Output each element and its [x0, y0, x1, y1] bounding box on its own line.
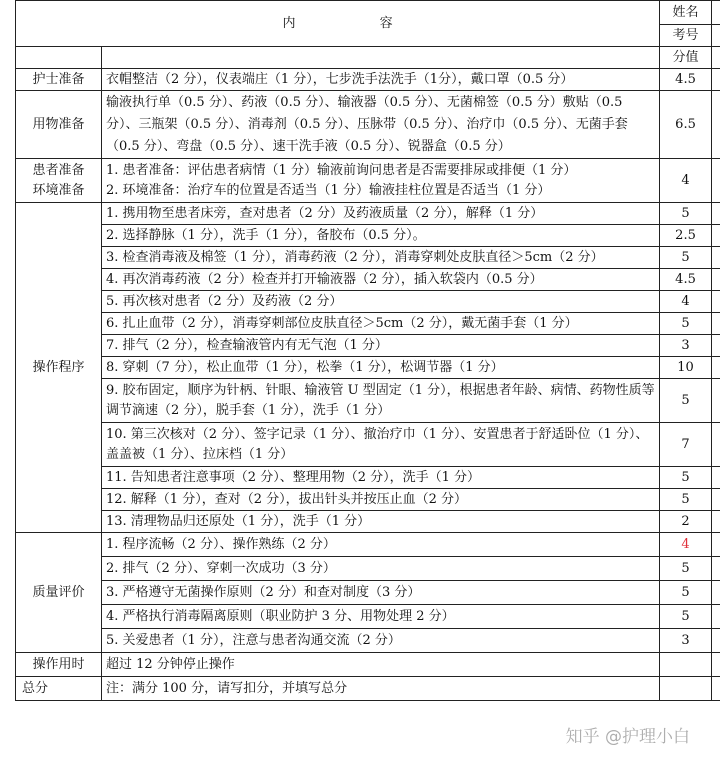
row-content: 注：满分 100 分，请写扣分，并填写总分: [102, 677, 660, 701]
table-row: [16, 581, 720, 605]
blank-cell: [712, 467, 720, 489]
step-content: 1. 携用物至患者床旁，查对患者（2 分）及药液质量（2 分），解释（1 分）: [102, 203, 660, 225]
blank-cell: [712, 581, 720, 605]
category-total-score: 总分: [16, 677, 102, 701]
blank-cell: [712, 47, 720, 69]
step-score: 5: [660, 313, 712, 335]
blank-cell: [712, 1, 720, 25]
step-content: 4. 严格执行消毒隔离原则（职业防护 3 分、用物处理 2 分）: [102, 605, 660, 629]
row-score: [660, 653, 712, 677]
row-score: 6.5: [660, 91, 712, 159]
header-score-label: 分值: [660, 47, 712, 69]
header-title: 内 容: [282, 15, 433, 31]
category-procedure: 操作程序: [16, 203, 102, 533]
table-row: [16, 247, 720, 269]
step-content: 5. 关爱患者（1 分），注意与患者沟通交流（2 分）: [102, 629, 660, 653]
blank-cell: [712, 335, 720, 357]
step-content: 3. 严格遵守无菌操作原则（2 分）和查对制度（3 分）: [102, 581, 660, 605]
step-score: 5: [660, 467, 712, 489]
watermark: 知乎 @护理小白: [565, 727, 690, 747]
category-time-limit: 操作用时: [16, 653, 102, 677]
table-row: [16, 69, 720, 91]
step-content: 1. 程序流畅（2 分）、操作熟练（2 分）: [102, 533, 660, 557]
blank-cell: [712, 653, 720, 677]
step-score: 10: [660, 357, 712, 379]
category-patient-env-prep: 患者准备 环境准备: [16, 159, 102, 203]
row-content: [102, 159, 660, 203]
table-row: [16, 467, 720, 489]
blank-cell: [712, 605, 720, 629]
step-score: 7: [660, 423, 712, 467]
content-line: 2. 环境准备：治疗车的位置是否适当（1 分）输液挂柱位置是否适当（1 分）: [106, 182, 551, 198]
step-content: 6. 扎止血带（2 分），消毒穿刺部位皮肤直径＞5cm（2 分），戴无菌手套（1 分）: [102, 313, 660, 335]
table-row: [16, 423, 720, 467]
table-row: [16, 629, 720, 653]
blank-cell: [712, 25, 720, 47]
category-nurse-prep: 护士准备: [16, 69, 102, 91]
step-content: 12. 解释（1 分），查对（2 分），拔出针头并按压止血（2 分）: [102, 489, 660, 511]
table-row: [16, 159, 720, 203]
step-content: 13. 清理物品归还原处（1 分），洗手（1 分）: [102, 511, 660, 533]
blank-cell: [712, 69, 720, 91]
step-score-highlighted: 4: [660, 533, 712, 557]
step-content: 2. 选择静脉（1 分），洗手（1 分），备胶布（0.5 分）。: [102, 225, 660, 247]
step-score: 4.5: [660, 269, 712, 291]
row-content: 超过 12 分钟停止操作: [102, 653, 660, 677]
blank-cell: [712, 629, 720, 653]
step-content: 11. 告知患者注意事项（2 分）、整理用物（2 分），洗手（1 分）: [102, 467, 660, 489]
blank-cell: [712, 225, 720, 247]
step-score: 3: [660, 629, 712, 653]
category-quality-eval: 质量评价: [16, 533, 102, 653]
step-content: 2. 排气（2 分）、穿刺一次成功（3 分）: [102, 557, 660, 581]
blank-cell: [102, 47, 660, 69]
header-title-cell: [16, 1, 660, 47]
step-score: 4: [660, 291, 712, 313]
table-row: [16, 335, 720, 357]
step-score: 5: [660, 203, 712, 225]
table-row: [16, 489, 720, 511]
step-score: 5: [660, 605, 712, 629]
table-row: [16, 557, 720, 581]
content-line: 1. 患者准备：评估患者病情（1 分）输液前询问患者是否需要排尿或排便（1 分）: [106, 162, 577, 178]
blank-cell: [712, 379, 720, 423]
step-content: 4. 再次消毒药液（2 分）检查并打开输液器（2 分），插入软袋内（0.5 分）: [102, 269, 660, 291]
blank-cell: [712, 423, 720, 467]
blank-cell: [712, 357, 720, 379]
table-row: [16, 605, 720, 629]
step-content: 3. 检查消毒液及棉签（1 分），消毒药液（2 分），消毒穿刺处皮肤直径＞5cm（2 分）: [102, 247, 660, 269]
header-exam-number-label: 考号: [660, 25, 712, 47]
step-score: 5: [660, 489, 712, 511]
step-content: 5. 再次核对患者（2 分）及药液（2 分）: [102, 291, 660, 313]
scoring-table: [15, 0, 720, 701]
blank-cell: [712, 677, 720, 701]
table-row: [16, 379, 720, 423]
step-score: 5: [660, 247, 712, 269]
table-row: [16, 291, 720, 313]
table-row: [16, 511, 720, 533]
blank-cell: [712, 557, 720, 581]
step-score: 2.5: [660, 225, 712, 247]
blank-cell: [712, 313, 720, 335]
table-row: [16, 203, 720, 225]
table-row: [16, 533, 720, 557]
step-score: 5: [660, 557, 712, 581]
blank-cell: [712, 159, 720, 203]
header-name-label: 姓名: [660, 1, 712, 25]
table-row: [16, 313, 720, 335]
table-row: [16, 91, 720, 159]
blank-cell: [712, 533, 720, 557]
table-row: [16, 677, 720, 701]
step-content: 10. 第三次核对（2 分）、签字记录（1 分）、撤治疗巾（1 分）、安置患者于舒适卧位（1 分）、盖盖被（1 分）、拉床档（1 分）: [102, 423, 660, 467]
table-row: [16, 269, 720, 291]
step-content: 7. 排气（2 分），检查输液管内有无气泡（1 分）: [102, 335, 660, 357]
blank-cell: [712, 203, 720, 225]
table-row: [16, 357, 720, 379]
blank-cell: [712, 511, 720, 533]
blank-cell: [712, 269, 720, 291]
row-content: 输液执行单（0.5 分）、药液（0.5 分）、输液器（0.5 分）、无菌棉签（0.5 分）敷贴（0.5 分）、三瓶架（0.5 分）、消毒剂（0.5 分）、压脉带（0.5 分）、治疗巾（0.5 分）、无菌手套（0.5 分）、弯盘（0.5 分）、速干洗手液（0.5 分）、锐器盒（0.5 分）: [102, 91, 660, 159]
row-score: 4: [660, 159, 712, 203]
row-score: [660, 677, 712, 701]
step-content: 9. 胶布固定，顺序为针柄、针眼、输液管 U 型固定（1 分），根据患者年龄、病情、药物性质等调节滴速（2 分），脱手套（1 分），洗手（1 分）: [102, 379, 660, 423]
blank-cell: [712, 291, 720, 313]
row-score: 4.5: [660, 69, 712, 91]
table-row: [16, 653, 720, 677]
row-content: 衣帽整洁（2 分），仪表端庄（1 分），七步洗手法洗手（1分），戴口罩（0.5 分）: [102, 69, 660, 91]
step-score: 5: [660, 581, 712, 605]
table-row: [16, 225, 720, 247]
blank-cell: [712, 91, 720, 159]
step-content: 8. 穿刺（7 分），松止血带（1 分），松拳（1 分），松调节器（1 分）: [102, 357, 660, 379]
category-supplies-prep: 用物准备: [16, 91, 102, 159]
blank-cell: [712, 247, 720, 269]
blank-cell: [16, 47, 102, 69]
step-score: 3: [660, 335, 712, 357]
step-score: 5: [660, 379, 712, 423]
blank-cell: [712, 489, 720, 511]
step-score: 2: [660, 511, 712, 533]
